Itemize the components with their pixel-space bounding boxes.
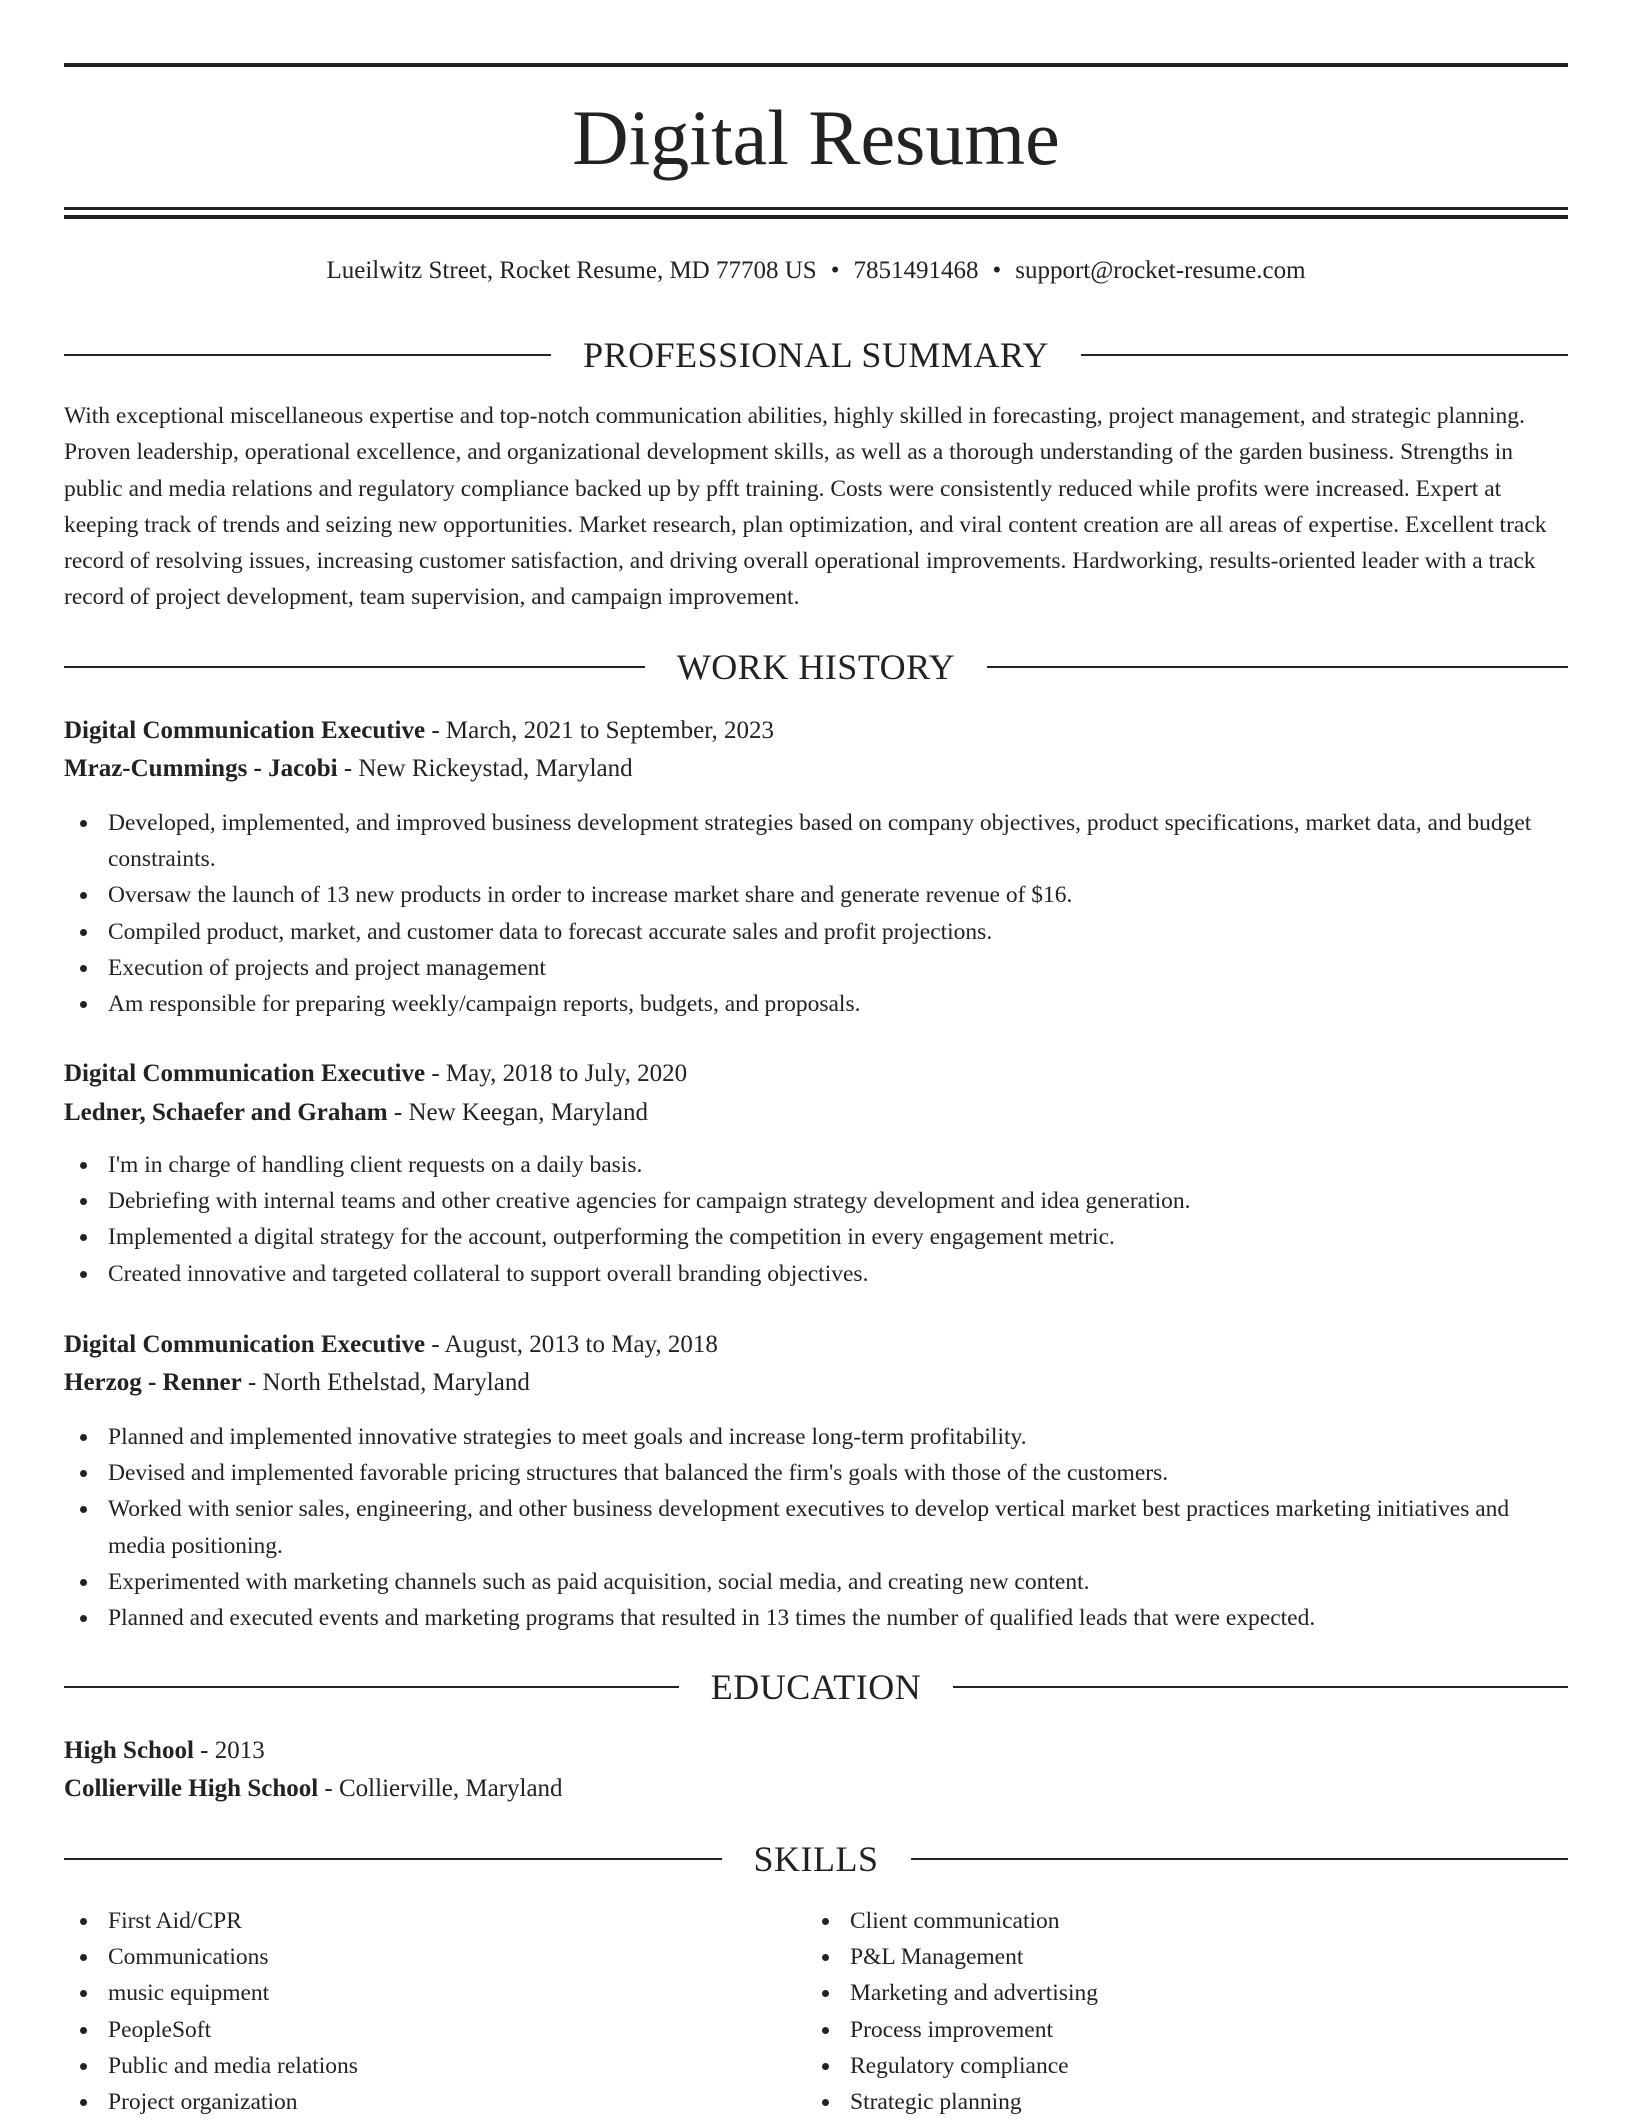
section-title: PROFESSIONAL SUMMARY <box>583 335 1049 375</box>
list-item: Worked with senior sales, engineering, and other business development executives to develop vertical market best practices marketing initiatives and media positioning. <box>64 1491 1568 1563</box>
contact-separator: • <box>992 257 1002 284</box>
job-company: Herzog - Renner <box>64 1369 242 1396</box>
list-item: Execution of projects and project management <box>64 950 1568 986</box>
job-company-line <box>64 1094 648 1132</box>
job-company: Ledner, Schaefer and Graham <box>64 1099 388 1126</box>
title-rule-lower <box>64 215 1568 219</box>
list-item: Created innovative and targeted collateral to support overall branding objectives. <box>64 1256 1568 1292</box>
skill-item: Regulatory compliance <box>806 2048 1632 2084</box>
education-year: - 2013 <box>193 1737 265 1764</box>
section-heading-education <box>64 1667 1568 1707</box>
list-item: Developed, implemented, and improved business development strategies based on company objectives, product specifications, market data, and budget constraints. <box>64 805 1568 877</box>
job-title: Digital Communication Executive <box>64 1060 426 1087</box>
contact-phone: 7851491468 <box>853 257 979 284</box>
list-item: Planned and implemented innovative strategies to meet goals and increase long-term profitability. <box>64 1419 1568 1455</box>
job-title: Digital Communication Executive <box>64 1331 426 1358</box>
list-item: Planned and executed events and marketing programs that resulted in 13 times the number of qualified leads that were expected. <box>64 1600 1568 1636</box>
list-item: Oversaw the launch of 13 new products in order to increase market share and generate revenue of $16. <box>64 877 1568 913</box>
section-heading-summary <box>64 335 1568 375</box>
section-title: SKILLS <box>753 1839 879 1879</box>
skill-item: Project organization <box>64 2084 1568 2120</box>
list-item: Compiled product, market, and customer data to forecast accurate sales and profit projections. <box>64 914 1568 950</box>
skill-item: First Aid/CPR <box>64 1903 1568 1939</box>
heading-rule-left <box>64 1858 722 1860</box>
job-location: - New Rickeystad, Maryland <box>337 755 633 782</box>
contact-email: support@rocket-resume.com <box>1015 257 1306 284</box>
list-item: Debriefing with internal teams and other creative agencies for campaign strategy development and idea generation. <box>64 1183 1568 1219</box>
job-dates: - August, 2013 to May, 2018 <box>425 1331 718 1358</box>
section-heading-skills <box>64 1839 1568 1879</box>
job-dates: - March, 2021 to September, 2023 <box>425 717 775 744</box>
job-title-line <box>64 1326 718 1364</box>
skills-list-right <box>806 1903 1632 2120</box>
resume-title: Digital Resume <box>572 94 1060 181</box>
contact-address: Lueilwitz Street, Rocket Resume, MD 77708 US <box>326 257 817 284</box>
section-title: WORK HISTORY <box>676 647 956 687</box>
skill-item: Strategic planning <box>806 2084 1632 2120</box>
job-bullets <box>64 1419 1568 1636</box>
education-degree-line <box>64 1732 265 1770</box>
job-title-line <box>64 712 774 750</box>
skill-item: Marketing and advertising <box>806 1975 1632 2011</box>
job-location: - North Ethelstad, Maryland <box>241 1369 530 1396</box>
job-location: - New Keegan, Maryland <box>387 1099 648 1126</box>
heading-rule-left <box>64 1686 679 1688</box>
summary-paragraph: With exceptional miscellaneous expertise and top-notch communication abilities, highly skilled in forecasting, project management, and strategic planning. Proven leadership, operational excellence, and organizational development skills, as well as a thorough understanding of the garden business. Strengths in public and media relations and regulatory compliance backed up by pfft training. Costs were consistently reduced while profits were increased. Expert at keeping track of trends and seizing new opportunities. Market research, plan optimization, and viral content creation are all areas of expertise. Excellent track record of resolving issues, increasing customer satisfaction, and driving overall operational improvements. Hardworking, results-oriented leader with a track record of project development, team supervision, and campaign improvement. <box>64 403 1547 611</box>
heading-rule-left <box>64 666 645 668</box>
job-title-line <box>64 1055 687 1093</box>
skill-item: Process improvement <box>806 2012 1632 2048</box>
heading-rule-right <box>911 1858 1569 1860</box>
skill-item: P&L Management <box>806 1939 1632 1975</box>
heading-rule-right <box>987 666 1568 668</box>
job-company-line <box>64 1364 530 1402</box>
heading-rule-right <box>1081 354 1568 356</box>
list-item: Implemented a digital strategy for the account, outperforming the competition in every engagement metric. <box>64 1219 1568 1255</box>
skill-item: Communications <box>64 1939 1568 1975</box>
job-company: Mraz-Cummings - Jacobi <box>64 755 338 782</box>
education-degree: High School <box>64 1737 194 1764</box>
skill-item: Public and media relations <box>64 2048 1568 2084</box>
skill-item: PeopleSoft <box>64 2012 1568 2048</box>
list-item: I'm in charge of handling client requests on a daily basis. <box>64 1147 1568 1183</box>
title-rule-upper <box>64 207 1568 210</box>
list-item: Am responsible for preparing weekly/campaign reports, budgets, and proposals. <box>64 986 1568 1022</box>
contact-line <box>64 254 1568 288</box>
section-title: EDUCATION <box>710 1667 922 1707</box>
heading-rule-left <box>64 354 551 356</box>
job-title: Digital Communication Executive <box>64 717 426 744</box>
job-bullets <box>64 1147 1568 1292</box>
list-item: Devised and implemented favorable pricing structures that balanced the firm's goals with those of the customers. <box>64 1455 1568 1491</box>
list-item: Experimented with marketing channels such as paid acquisition, social media, and creating new content. <box>64 1564 1568 1600</box>
education-location: - Collierville, Maryland <box>318 1775 563 1802</box>
education-school-line <box>64 1770 563 1808</box>
section-heading-work-history <box>64 647 1568 687</box>
skill-item: Client communication <box>806 1903 1632 1939</box>
job-company-line <box>64 750 633 788</box>
top-rule <box>64 63 1568 67</box>
skill-item: music equipment <box>64 1975 1568 2011</box>
job-dates: - May, 2018 to July, 2020 <box>425 1060 688 1087</box>
education-school: Collierville High School <box>64 1775 319 1802</box>
contact-separator: • <box>830 257 840 284</box>
heading-rule-right <box>953 1686 1568 1688</box>
job-bullets <box>64 805 1568 1022</box>
